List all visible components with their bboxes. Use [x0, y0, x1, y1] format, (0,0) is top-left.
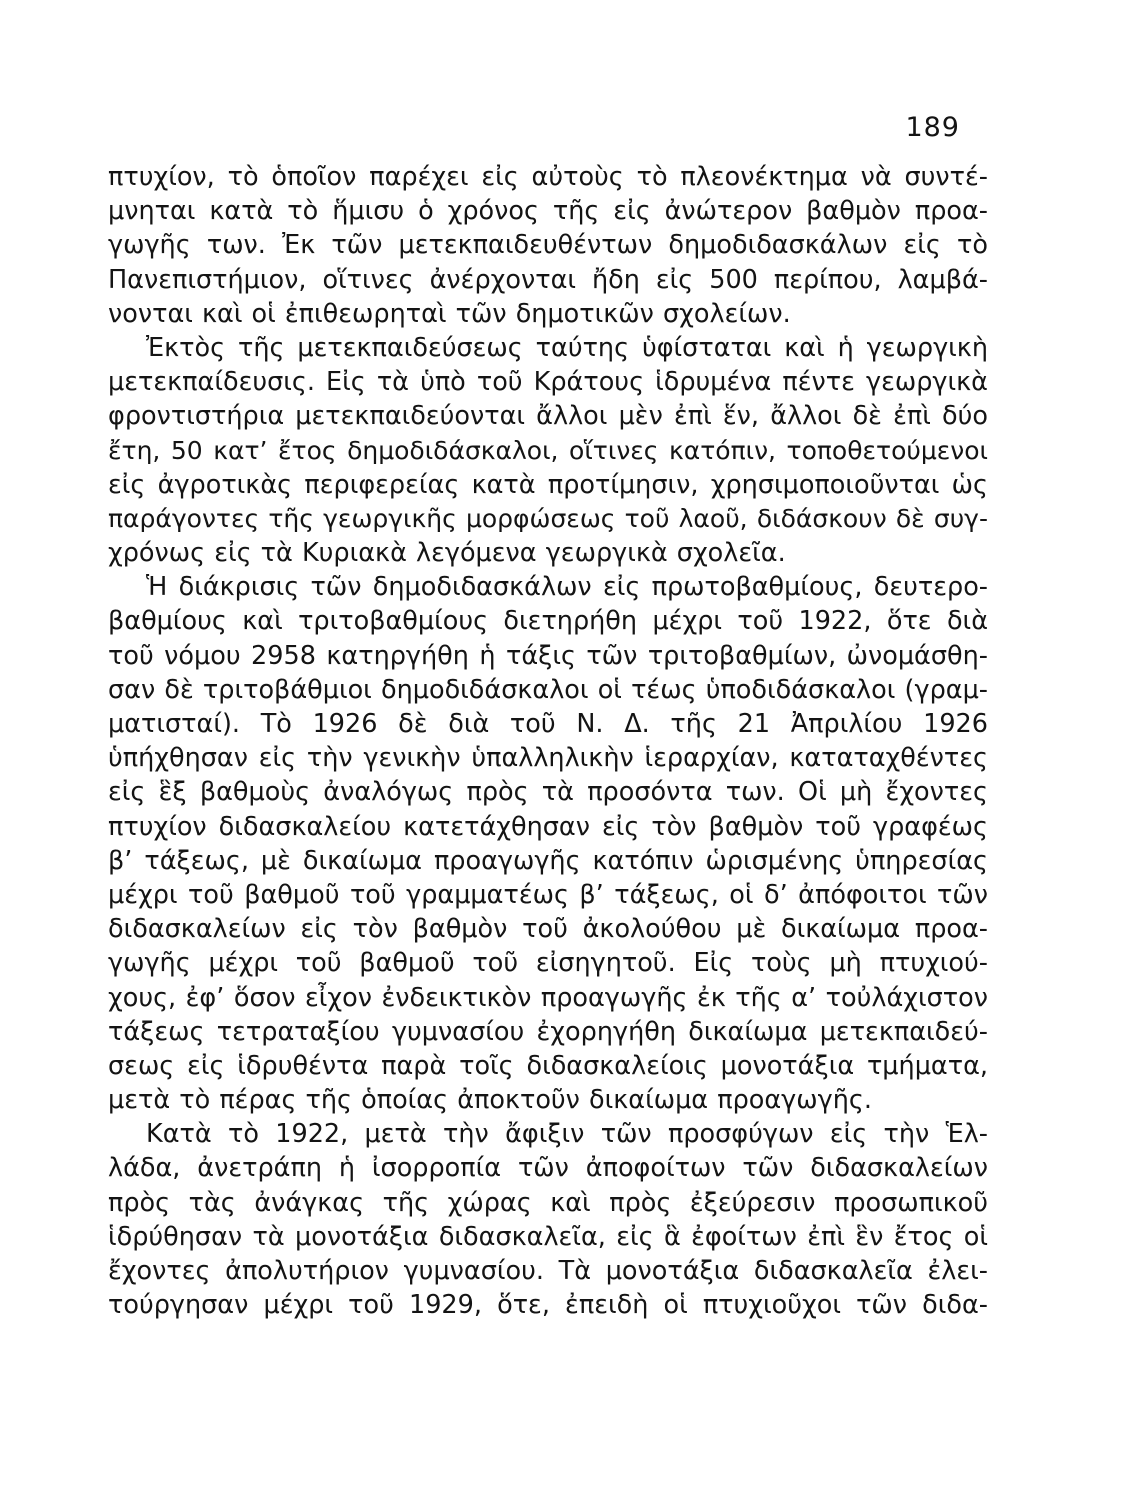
text-line: β’ τάξεως, μὲ δικαίωμα προαγωγῆς κατόπιν ὡρισμένης ὑπηρεσίας: [108, 845, 988, 876]
text-line: πρὸς τὰς ἀνάγκας τῆς χώρας καὶ πρὸς ἐξεύρεσιν προσωπικοῦ: [108, 1187, 988, 1218]
text-line: χρόνως εἰς τὰ Κυριακὰ λεγόμενα γεωργικὰ σχολεῖα.: [108, 538, 786, 569]
text-line: βαθμίους καὶ τριτοβαθμίους διετηρήθη μέχρι τοῦ 1922, ὅτε διὰ: [108, 606, 988, 637]
text-line: φροντιστήρια μετεκπαιδεύονται ἄλλοι μὲν ἐπὶ ἕν, ἄλλοι δὲ ἐπὶ δύο: [108, 401, 988, 432]
text-line: πτυχίον, τὸ ὁποῖον παρέχει εἰς αὐτοὺς τὸ πλεονέκτημα νὰ συντέ-: [108, 162, 988, 192]
text-line: Κατὰ τὸ 1922, μετὰ τὴν ἄφιξιν τῶν προσφύγων εἰς τὴν Ἑλ-: [146, 1119, 988, 1150]
text-line: εἰς ἀγροτικὰς περιφερείας κατὰ προτίμησιν, χρησιμοποιοῦνται ὡς: [108, 469, 988, 500]
text-line: ματισταί). Τὸ 1926 δὲ διὰ τοῦ Ν. Δ. τῆς 21 Ἀπριλίου 1926: [108, 709, 988, 739]
text-line: γωγῆς των. Ἐκ τῶν μετεκπαιδευθέντων δημοδιδασκάλων εἰς τὸ: [108, 230, 988, 261]
text-line: τάξεως τετραταξίου γυμνασίου ἐχορηγήθη δικαίωμα μετεκπαιδεύ-: [108, 1016, 988, 1047]
text-line: Ἐκτὸς τῆς μετεκπαιδεύσεως ταύτης ὑφίσταται καὶ ἡ γεωργικὴ: [146, 332, 988, 363]
text-line: ὑπήχθησαν εἰς τὴν γενικὴν ὑπαλληλικὴν ἱεραρχίαν, καταταχθέντες: [108, 743, 988, 774]
body-text: [108, 160, 988, 1322]
text-line: μετὰ τὸ πέρας τῆς ὁποίας ἀποκτοῦν δικαίωμα προαγωγῆς.: [108, 1085, 872, 1116]
text-line: χους, ἐφ’ ὅσον εἶχον ἐνδεικτικὸν προαγωγῆς ἐκ τῆς α’ τοὐλάχιστον: [108, 982, 988, 1013]
text-line: γωγῆς μέχρι τοῦ βαθμοῦ τοῦ εἰσηγητοῦ. Εἰς τοὺς μὴ πτυχιού-: [108, 948, 988, 979]
page-number: 189: [905, 112, 960, 143]
text-line: ἔχοντες ἀπολυτήριον γυμνασίου. Τὰ μονοτάξια διδασκαλεῖα ἐλει-: [108, 1256, 988, 1286]
text-line: Πανεπιστήμιον, οἵτινες ἀνέρχονται ἤδη εἰς 500 περίπου, λαμβά-: [108, 264, 988, 295]
text-line: διδασκαλείων εἰς τὸν βαθμὸν τοῦ ἀκολούθου μὲ δικαίωμα προα-: [108, 914, 988, 945]
text-line: Ἡ διάκρισις τῶν δημοδιδασκάλων εἰς πρωτοβαθμίους, δευτερο-: [146, 572, 988, 603]
text-line: τοῦ νόμου 2958 κατηργήθη ἡ τάξις τῶν τριτοβαθμίων, ὠνομάσθη-: [108, 640, 988, 671]
text-line: ἔτη, 50 κατ’ ἔτος δημοδιδάσκαλοι, οἵτινες κατόπιν, τοποθετούμενοι: [108, 435, 988, 465]
text-line: παράγοντες τῆς γεωργικῆς μορφώσεως τοῦ λαοῦ, διδάσκουν δὲ συγ-: [108, 503, 988, 533]
text-line: σαν δὲ τριτοβάθμιοι δημοδιδάσκαλοι οἱ τέως ὑποδιδάσκαλοι (γραμ-: [108, 674, 988, 705]
text-line: μνηται κατὰ τὸ ἥμισυ ὁ χρόνος τῆς εἰς ἀνώτερον βαθμὸν προα-: [108, 196, 988, 227]
text-line: πτυχίον διδασκαλείου κατετάχθησαν εἰς τὸν βαθμὸν τοῦ γραφέως: [108, 811, 988, 842]
text-line: λάδα, ἀνετράπη ἡ ἰσορροπία τῶν ἀποφοίτων τῶν διδασκαλείων: [108, 1153, 988, 1184]
text-line: ἱδρύθησαν τὰ μονοτάξια διδασκαλεῖα, εἰς ἃ ἐφοίτων ἐπὶ ἓν ἔτος οἱ: [108, 1221, 988, 1252]
text-line: νονται καὶ οἱ ἐπιθεωρηταὶ τῶν δημοτικῶν σχολείων.: [108, 298, 791, 329]
text-line: τούργησαν μέχρι τοῦ 1929, ὅτε, ἐπειδὴ οἱ πτυχιοῦχοι τῶν διδα-: [108, 1290, 988, 1321]
text-line: μέχρι τοῦ βαθμοῦ τοῦ γραμματέως β’ τάξεως, οἱ δ’ ἀπόφοιτοι τῶν: [108, 879, 988, 910]
text-line: σεως εἰς ἱδρυθέντα παρὰ τοῖς διδασκαλείοις μονοτάξια τμήματα,: [108, 1050, 988, 1081]
text-line: εἰς ἓξ βαθμοὺς ἀναλόγως πρὸς τὰ προσόντα των. Οἱ μὴ ἔχοντες: [108, 777, 988, 808]
text-line: μετεκπαίδευσις. Εἰς τὰ ὑπὸ τοῦ Κράτους ἱδρυμένα πέντε γεωργικὰ: [108, 367, 988, 398]
